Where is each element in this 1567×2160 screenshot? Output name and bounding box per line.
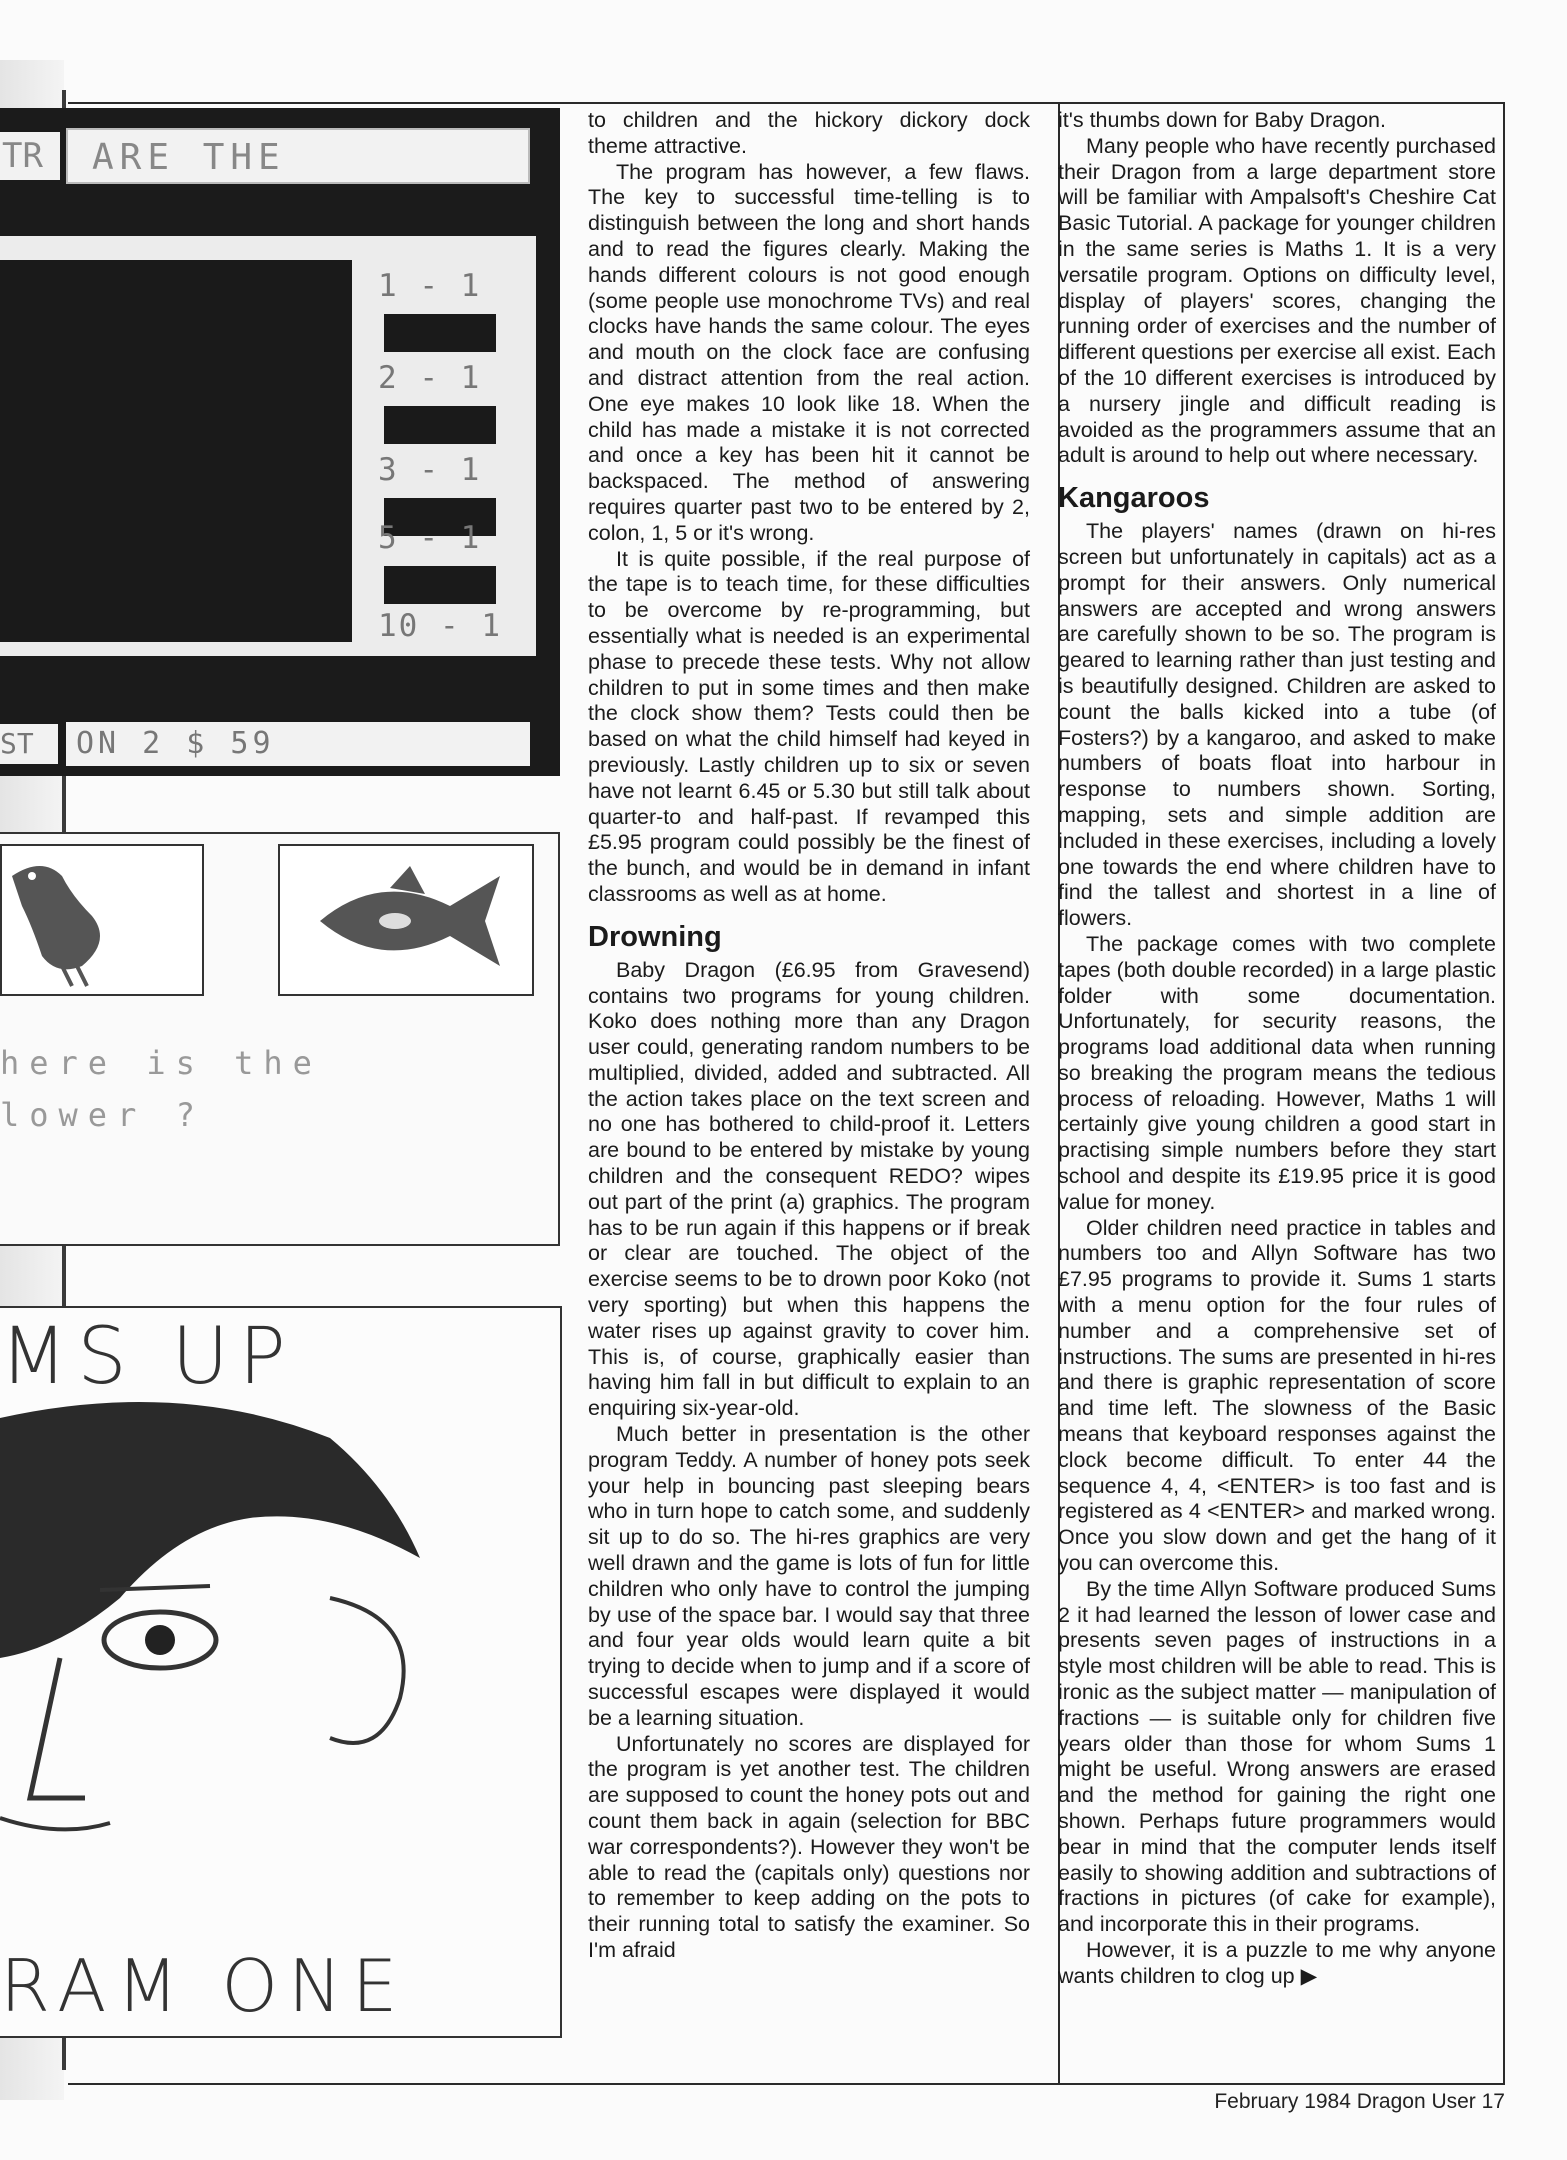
page-footer: February 1984 Dragon User 17 <box>1214 2090 1505 2113</box>
paragraph: Baby Dragon (£6.95 from Gravesend) contains two programs for young children. Koko does nothing more than any Dragon user could, generating random numbers to be multiplied, divided, added and subtracted. All the action takes place on the text screen and no one has bothered to child-proof it. Letters are bound to be entered by mistake by young children and the consequent REDO? wipes out part of the print (a) graphics. The program has to be run again if this happens or if break or clear are touched. The object of the exercise seems to be to drown poor Koko (not very sporting) but when this happens the water rises up against gravity to cover him. This is, of course, graphically easier than having him fall in but difficult to explain to an enquiring six-year-old. <box>588 957 1030 1421</box>
clock-game-top-left-text: TR <box>0 132 60 180</box>
question-line-1: here is the <box>0 1044 322 1082</box>
right-rule <box>1503 102 1505 2083</box>
top-rule <box>68 102 1505 104</box>
bottom-rule <box>68 2083 1505 2085</box>
section-heading-drowning: Drowning <box>588 920 722 953</box>
clock-game-top-text: ARE THE <box>66 128 530 184</box>
question-screenshot <box>0 832 560 1246</box>
title-bottom-text: RAM ONE <box>0 1944 408 2028</box>
score-label: 10 - 1 <box>378 608 502 644</box>
score-label: 2 - 1 <box>378 360 482 396</box>
section-heading-kangaroos: Kangaroos <box>1058 482 1210 515</box>
paragraph: it's thumbs down for Baby Dragon. <box>1058 108 1386 132</box>
paragraph: It is quite possible, if the real purpose of the tape is to teach time, for these difficulties to be overcome by re-programming, but essentially what is needed is an experimental phase to precede these tests. Why not allow children to put in some times and then make the clock show them? Tests could then be based on what the child himself had keyed in previously. Lastly children up to six or seven have not learnt 6.45 or 5.30 but still talk about quarter-to and half-past. If revamped this £5.95 program could possibly be the finest of the bunch, and would be in demand in infant classrooms as well as at home. <box>588 546 1030 906</box>
paragraph: However, it is a puzzle to me why anyone wants children to clog up ▶ <box>1058 1937 1496 1988</box>
paragraph: Many people who have recently purchased their Dragon from a large department store will be familiar with Ampalsoft's Cheshire Cat Basic Tutorial. A package for younger children in the same series is Maths 1. It is a very versatile program. Options on difficulty level, display of players' scores, changing the running order of exercises and the number of different questions per exercise all exist. Each of the 10 different exercises is introduced by a nursery jingle and difficult reading is avoided as the programmers assume that an adult is around to help out where necessary. <box>1058 133 1496 468</box>
paragraph: The players' names (drawn on hi-res screen but unfortunately in capitals) act as a prompt for their answers. Only numerical answers are accepted and wrong answers are carefully shown to be so. The program is geared to learning rather than just testing and is beautifully designed. Children are asked to count the balls kicked into a tube (of Fosters?) by a kangaroo, and asked to make numbers of boats float into harbour in response to numbers shown. Sorting, mapping, sets and simple addition are included in these exercises, including a lovely one towards the end where children have to find the tallest and shortest in a line of flowers. <box>1058 519 1496 931</box>
paragraph: By the time Allyn Software produced Sums 2 it had learned the lesson of lower case and presents seven pages of instructions in a style most children will be able to read. This is ironic as the subject matter — manipulation of fractions — is suitable only for children five years older than those for whom Sums 1 might be useful. Wrong answers are erased and the method for gaining the right one shown. Perhaps future programmers would bear in mind that the computer lends itself easily to showing addition and subtractions of fractions in pictures (of cake for example), and incorporate this in their programs. <box>1058 1576 1496 1937</box>
face-illustration <box>0 1378 560 1978</box>
paragraph: Much better in presentation is the other program Teddy. A number of honey pots seek your help in bouncing past sleeping bears who in turn hope to catch some, and suddenly sit up to do so. The hi-res graphics are very well drawn and the game is lots of fun for little children who only have to control the jumping by use of the space bar. I would say that three and four year olds would learn quite a bit trying to decide when to jump and if a score of successful escapes were displayed it would be a learning situation. <box>588 1422 1030 1730</box>
score-label: 1 - 1 <box>378 268 482 304</box>
paragraph: Unfortunately no scores are displayed for the program is yet another test. The children are supposed to count the honey pots out and count them back in again (selection for BBC war correspondents?). However they won't be able to read the (capitals only) questions nor to remember to keep adding on the pots to their running total to satisfy the examiner. So I'm afraid <box>588 1731 1030 1962</box>
clock-game-screenshot <box>0 108 560 776</box>
score-bar <box>384 406 496 444</box>
score-bar <box>384 566 496 604</box>
bird-card <box>0 844 204 996</box>
title-screenshot <box>0 1306 562 2038</box>
fish-card <box>278 844 534 996</box>
score-label: 5 - 1 <box>378 520 482 556</box>
score-bar <box>384 314 496 352</box>
bird-icon <box>2 846 198 990</box>
score-label: 3 - 1 <box>378 452 482 488</box>
paragraph: Older children need practice in tables and numbers too and Allyn Software has two £7.95 programs to provide it. Sums 1 starts with a menu option for the four rules of number and a comprehensive set of instructions. The sums are presented in hi-res and there is graphic representation of score and time left. The slowness of the Basic means that keyboard responses against the clock become difficult. To enter 44 the sequence 4, 4, <ENTER> is too fast and is registered as 4 <ENTER> and marked wrong. Once you slow down and get the hang of it you can overcome this. <box>1058 1215 1496 1576</box>
article-column-1 <box>588 108 1030 1964</box>
question-line-2: lower ? <box>0 1096 205 1134</box>
paragraph: The program has however, a few flaws. The key to successful time-telling is to distinguish between the long and short hands and to read the figures clearly. Making the hands different colours is not good enough (some people use monochrome TVs) and real clocks have hands the same colour. The eyes and mouth on the clock face are confusing and distract attention from the real action. One eye makes 10 look like 18. When the child has made a mistake it is not corrected and once a key has been hit it cannot be backspaced. The method of answering requires quarter past two to be entered by 2, colon, 1, 5 or it's wrong. <box>588 159 1030 545</box>
title-top-text: MS UP <box>0 1312 296 1402</box>
clock-game-display <box>0 260 352 642</box>
article-column-2 <box>1058 108 1496 1990</box>
clock-game-bottom-left-text: ST <box>0 724 58 764</box>
paragraph: The package comes with two complete tapes (both double recorded) in a large plastic folder with some documentation. Unfortunately, for security reasons, the programs load additional data when running so breaking the program means the tedious process of reloading. However, Maths 1 will certainly give young children a good start in practising simple numbers before they start school and despite its £19.95 price it is good value for money. <box>1058 931 1496 1214</box>
fish-icon <box>280 846 528 990</box>
clock-game-bottom-text: ON 2 $ 59 <box>66 722 530 766</box>
paragraph: to children and the hickory dickory dock theme attractive. <box>588 108 1030 158</box>
